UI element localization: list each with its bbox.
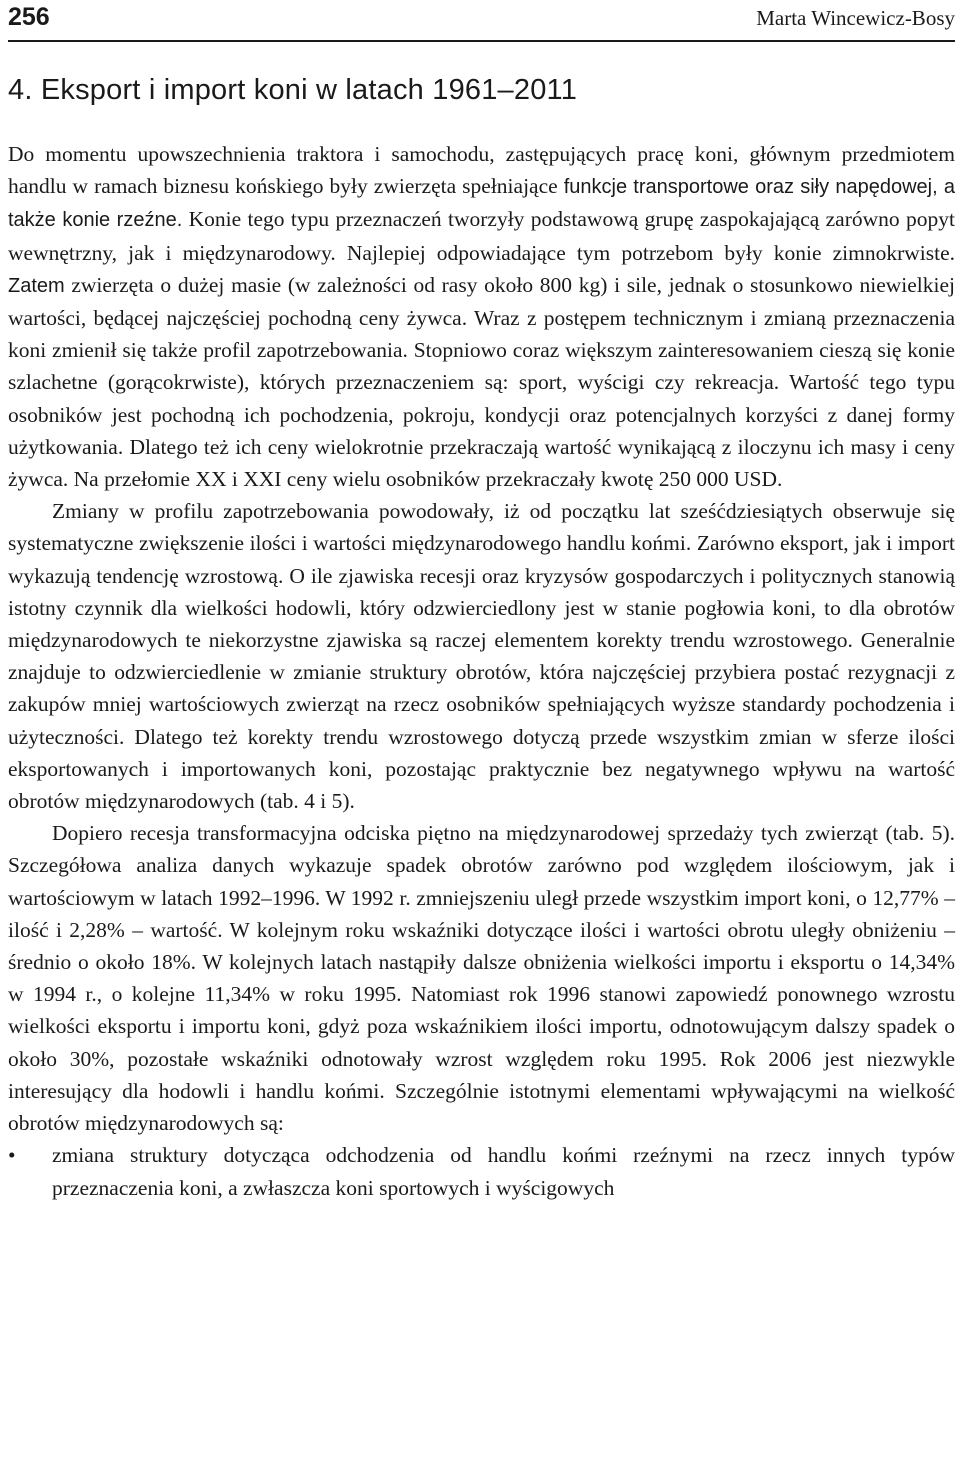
bullet-mark: • xyxy=(8,1143,16,1168)
bullet-item xyxy=(8,1139,955,1203)
bullet-text: zmiana struktury dotycząca odchodzenia od handlu końmi rzeźnymi na rzecz innych typów przeznaczenia koni, a zwłaszcza koni sportowych i wyścigowych xyxy=(52,1143,955,1200)
paragraph-1-rest: zwierzęta o dużej masie (w zależności od rasy około 800 kg) i sile, jednak o stosunkowo niewielkiej wartości, będącej najczęściej pochodną ceny żywca. Wraz z postępem technicznym i zmianą przeznaczenia koni zmienił się także profil zapotrzebowania. Stopniowo coraz większym zainteresowaniem cieszą się konie szlachetne (gorącokrwiste), których przeznaczeniem są: sport, wyścigi czy rekreacja. Wartość tego typu osobników jest pochodną ich pochodzenia, pokroju, kondycji oraz potencjalnych korzyści z danej formy użytkowania. Dlatego też ich ceny wielokrotnie przekraczają wartość wynikającą z iloczynu ich masy i ceny żywca. Na przełomie XX i XXI ceny wielu osobników przekraczały kwotę 250 000 USD. xyxy=(8,272,955,492)
paragraph-1-sans-run-1: funkcje transportowe oraz siły napędowej, a także konie rzeźne. xyxy=(8,176,955,232)
page-number: 256 xyxy=(8,3,50,31)
paragraph-1-lead: Do momentu upowszechnienia traktora i samochodu, zastępujących pracę koni, głównym przedmiotem handlu w ramach biznesu końskiego były zwierzęta spełniające xyxy=(8,142,955,199)
document-page xyxy=(8,0,955,1204)
body-text xyxy=(8,138,955,1204)
section-title: 4. Eksport i import koni w latach 1961–2011 xyxy=(8,74,578,106)
paragraph-1-middle: Konie tego typu przeznaczeń tworzyły podstawową grupę zaspokajającą zarówno popyt wewnętrzny, jak i międzynarodowy. Najlepiej odpowiadające tym potrzebom były konie zimnokrwiste. xyxy=(8,207,955,265)
paragraph-3: Dopiero recesja transformacyjna odciska piętno na międzynarodowej sprzedaży tych zwierząt (tab. 5). Szczegółowa analiza danych wykazuje spadek obrotów zarówno pod względem ilościowym, jak i wartościowym w latach 1992–1996. W 1992 r. zmniejszeniu uległ przede wszystkim import koni, o 12,77% – ilość i 2,28% – wartość. W kolejnym roku wskaźniki dotyczące ilości i wartości obrotu uległy obniżeniu – średnio o około 18%. W kolejnych latach nastąpiły dalsze obniżenia wielkości importu i eksportu o 14,34% w 1994 r., o kolejne 11,34% w roku 1995. Natomiast rok 1996 stanowi zapowiedź ponownego wzrostu wielkości eksportu i importu koni, gdyż poza wskaźnikiem ilości importu, odnotowującym dalszy spadek o około 30%, pozostałe wskaźniki odnotowały wzrost względem roku 1995. Rok 2006 jest niezwykle interesujący dla hodowli i handlu końmi. Szczególnie istotnymi elementami wpływającymi na wielkość obrotów międzynarodowych są: xyxy=(8,821,955,1136)
paragraph-1-sans-run-2: Zatem xyxy=(8,274,65,297)
running-author: Marta Wincewicz-Bosy xyxy=(756,6,955,30)
paragraph-1 xyxy=(8,138,955,495)
running-header xyxy=(8,0,955,42)
bullet-list xyxy=(8,1139,955,1203)
paragraph-2: Zmiany w profilu zapotrzebowania powodowały, iż od początku lat sześćdziesiątych obserwuje się systematyczne zwiększenie ilości i wartości międzynarodowego handlu końmi. Zarówno eksport, jak i import wykazują tendencję wzrostową. O ile zjawiska recesji oraz kryzysów gospodarczych i politycznych stanowią istotny czynnik dla wielkości hodowli, który odzwierciedlony jest w stanie pogłowia koni, to dla obrotów międzynarodowych te niekorzystne zjawiska są raczej elementem korekty trendu wzrostowego. Generalnie znajduje to odzwierciedlenie w zmianie struktury obrotów, która najczęściej przybiera postać rezygnacji z zakupów mniej wartościowych zwierząt na rzecz osobników spełniających wyższe standardy pochodzenia i użyteczności. Dlatego też korekty trendu wzrostowego dotyczą przede wszystkim zmian w sferze ilości eksportowanych i importowanych koni, pozostając praktycznie bez negatywnego wpływu na wartość obrotów międzynarodowych (tab. 4 i 5). xyxy=(8,499,955,814)
